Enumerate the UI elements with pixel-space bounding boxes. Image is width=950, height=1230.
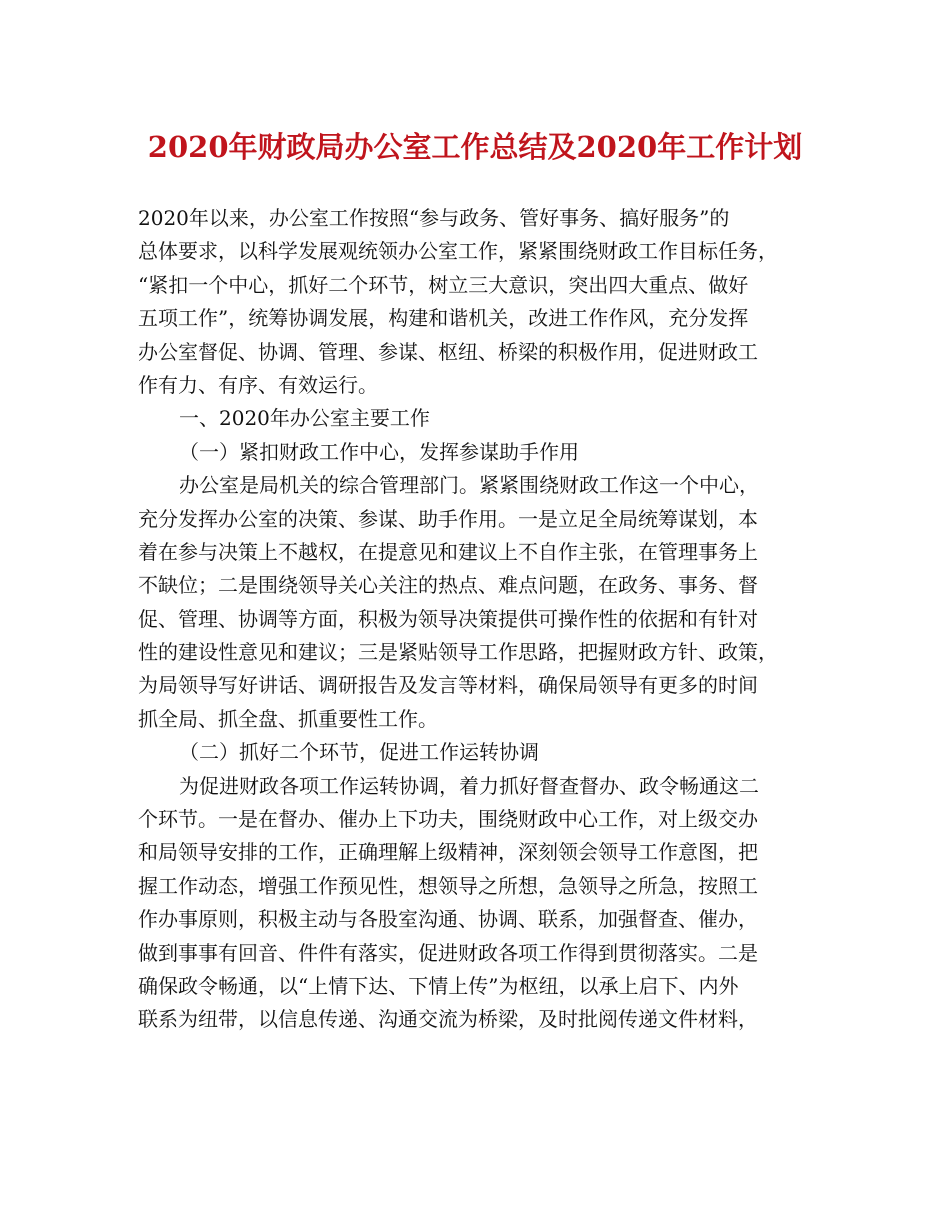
body-line: 办公室督促、协调、管理、参谋、枢纽、桥梁的积极作用，促进财政工 — [138, 339, 758, 364]
body-line: 着在参与决策上不越权，在提意见和建议上不自作主张，在管理事务上 — [138, 539, 758, 564]
body-line: 个环节。一是在督办、催办上下功夫，围绕财政中心工作，对上级交办 — [138, 807, 758, 832]
body-line: “紧扣一个中心，抓好二个环节，树立三大意识，突出四大重点、做好 — [138, 272, 749, 297]
document-title: 2020年财政局办公室工作总结及2020年工作计划 — [147, 130, 803, 164]
section-heading: 一、2020年办公室主要工作 — [179, 406, 430, 431]
document-body — [138, 202, 818, 1037]
body-line: 2020年以来，办公室工作按照“参与政务、管好事务、搞好服务”的 — [138, 206, 730, 230]
body-line: 五项工作”，统筹协调发展，构建和谐机关，改进工作作风，充分发挥 — [138, 306, 749, 331]
body-line: 确保政令畅通，以“上情下达、下情上传”为枢纽，以承上启下、内外 — [138, 973, 739, 998]
body-line: 办公室是局机关的综合管理部门。紧紧围绕财政工作这一个中心， — [179, 473, 759, 498]
body-line: 和局领导安排的工作，正确理解上级精神，深刻领会领导工作意图，把 — [138, 840, 758, 865]
subsection-heading: （一）紧扣财政工作中心，发挥参谋助手作用 — [179, 439, 579, 464]
body-line: 作有力、有序、有效运行。 — [138, 372, 378, 397]
body-line: 握工作动态，增强工作预见性，想领导之所想，急领导之所急，按照工 — [138, 873, 758, 898]
body-line: 不缺位；二是围绕领导关心关注的热点、难点问题，在政务、事务、督 — [138, 573, 758, 598]
body-line: 总体要求，以科学发展观统领办公室工作，紧紧围绕财政工作目标任务， — [138, 239, 778, 264]
body-line: 抓全局、抓全盘、抓重要性工作。 — [138, 706, 438, 731]
body-line: 作办事原则，积极主动与各股室沟通、协调、联系，加强督查、催办， — [138, 907, 758, 932]
body-line: 为局领导写好讲话、调研报告及发言等材料，确保局领导有更多的时间 — [138, 673, 758, 698]
body-line: 性的建设性意见和建议；三是紧贴领导工作思路，把握财政方针、政策， — [138, 640, 778, 665]
body-line: 做到事事有回音、件件有落实，促进财政各项工作得到贯彻落实。二是 — [138, 940, 758, 965]
subsection-heading: （二）抓好二个环节，促进工作运转协调 — [179, 740, 539, 765]
body-line: 充分发挥办公室的决策、参谋、助手作用。一是立足全局统筹谋划，本 — [138, 506, 758, 531]
body-line: 为促进财政各项工作运转协调，着力抓好督查督办、政令畅通这二 — [179, 773, 759, 798]
body-line: 促、管理、协调等方面，积极为领导决策提供可操作性的依据和有针对 — [138, 606, 758, 631]
body-line: 联系为纽带，以信息传递、沟通交流为桥梁，及时批阅传递文件材料， — [138, 1007, 758, 1032]
